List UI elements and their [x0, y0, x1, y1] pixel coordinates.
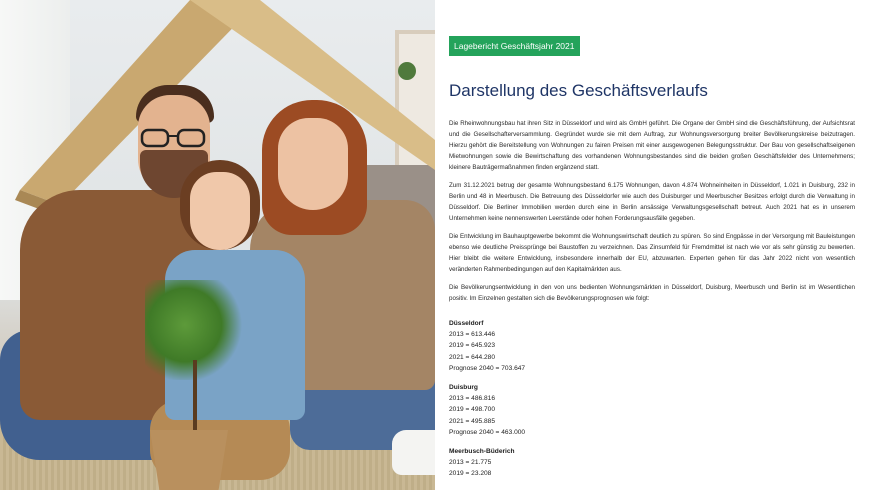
city-heading: Meerbusch-Büderich [449, 448, 515, 456]
city-heading: Duisburg [449, 384, 478, 392]
girl-face [190, 172, 250, 250]
glasses-icon [140, 128, 206, 148]
paragraph-company: Die Rheinwohnungsbau hat ihren Sitz in Düsseldorf und wird als GmbH geführt. Die Organe der GmbH sind die Geschäftsführung, der Aufsichtsrat und die Gesellschafterversammlung. Gegründet wurde sie mit dem Auftrag, zur Wohnungsversorgung breiter Bevölkerungskreise beizutragen. Hierzu gehört die Bereitstellung von Wohnungen zu fairen Preisen mit einer ausgewogenen Belegungsstruktur. Der Bau von gesellschaftseigenen Mietwohnungen sowie die Bewirtschaftung des vorhandenen Wohnungsbestandes sind die beiden großen Geschäftsfelder des Unternehmens; kleinere Bauträgermaßnahmen finden ergänzend statt. [449, 120, 855, 171]
stat-row: 2013 = 613.446 [449, 331, 496, 339]
section-badge: Lagebericht Geschäftsjahr 2021 [449, 36, 580, 56]
stat-row: 2021 = 644.280 [449, 353, 496, 361]
paragraph-market: Die Entwicklung im Bauhauptgewerbe bekommt die Wohnungswirtschaft deutlich zu spüren. So sind Engpässe in der Versorgung mit Bauleistungen ebenso wie deutliche Preissprünge bei Baustoffen zu verzeichnen. Das Zinsumfeld für Fremdmittel ist nach wie vor als sehr günstig zu bewerten. Hier bleibt die weitere Entwicklung, insbesondere innerhalb der EU, abzuwarten. Experten gehen für das Jahr 2022 nicht von wesentlich veränderten Rahmenbedingungen auf den Kapitalmärkten aus. [449, 233, 855, 273]
stat-row: Prognose 2040 = 703.647 [449, 364, 526, 372]
tree-trunk [193, 360, 197, 435]
stat-row: 2019 = 23.208 [449, 470, 492, 478]
city-heading: Düsseldorf [449, 320, 484, 327]
stat-row: 2019 = 645.923 [449, 342, 496, 350]
paragraph-population: Die Bevölkerungsentwicklung in den von uns bedienten Wohnungsmärkten in Düsseldorf, Duisburg, Meerbusch und Berlin ist im Wesentlichen positiv. Im Einzelnen gestalten sich die Bevölkerungsprognosen wie folgt: [449, 284, 855, 302]
stat-row: 2013 = 486.816 [449, 395, 496, 403]
wooden-pot [150, 430, 228, 490]
stat-row: Prognose 2040 = 463.000 [449, 428, 526, 436]
sneaker [392, 430, 435, 475]
stat-row: 2013 = 21.775 [449, 459, 492, 467]
stat-row: 2019 = 498.700 [449, 406, 496, 414]
page-title: Darstellung des Geschäftsverlaufs [449, 81, 708, 100]
population-stats [449, 318, 855, 480]
report-content [449, 36, 855, 480]
stat-row: 2021 = 495.885 [449, 417, 496, 425]
paragraph-inventory: Zum 31.12.2021 betrug der gesamte Wohnungsbestand 6.175 Wohnungen, davon 4.874 Wohneinheiten in Düsseldorf, 1.021 in Duisburg, 232 in Berlin und 48 in Meerbusch. Die Betreuung des Düsseldorfer wie auch des Duisburger und Meerbuscher Besitzes erfolgt durch die Verwaltung in Düsseldorf. Die Berliner Immobilien werden durch eine in Berlin ansässige Verwaltungsgesellschaft betreut. Auch 2021 hat es in unserem Unternehmen keine nennenswerten Leerstände oder hohen Forderungsausfälle gegeben. [449, 182, 855, 222]
woman-face [278, 118, 348, 210]
